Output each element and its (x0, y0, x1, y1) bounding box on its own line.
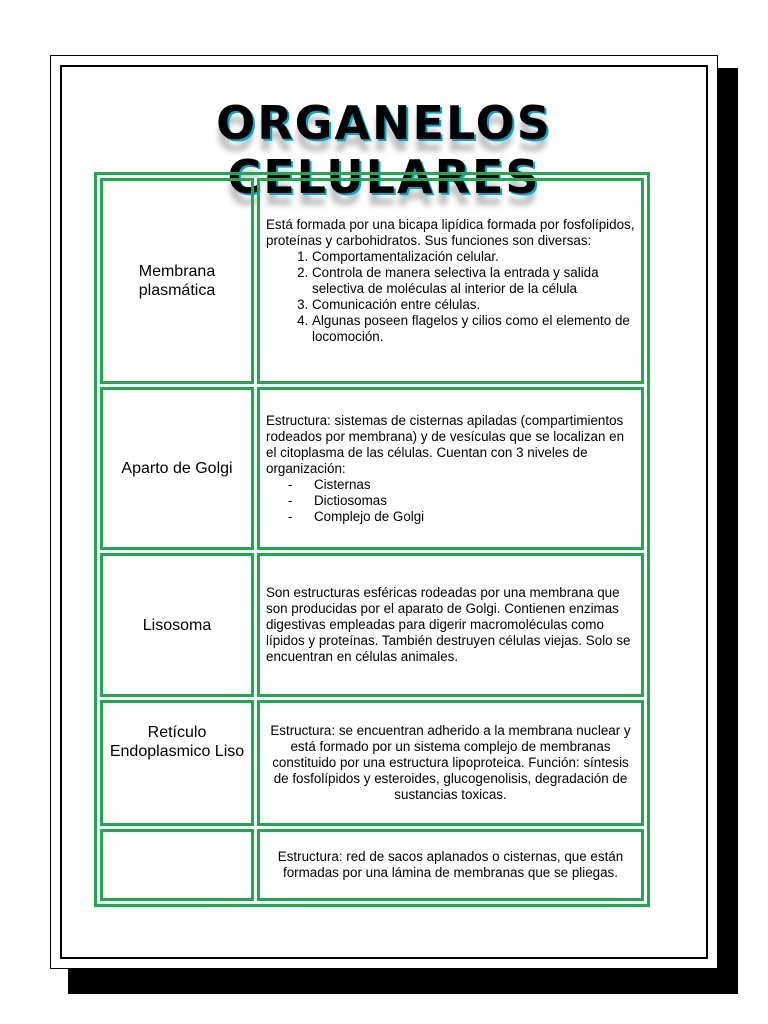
table-row (100, 553, 644, 697)
organelle-name (100, 829, 254, 901)
document-page (50, 55, 718, 969)
organelle-description: Estructura: red de sacos aplanados o cisternas, que están formadas por una lámina de membranas que se pliegas. (257, 829, 644, 901)
list-item: 1. Comportamentalización celular. (312, 249, 635, 265)
organelle-description (257, 178, 644, 384)
table-row (100, 178, 644, 384)
list-item: 4. Algunas poseen flagelos y cilios como el elemento de locomoción. (312, 313, 635, 345)
description-intro: Está formada por una bicapa lipídica formada por fosfolípidos, proteínas y carbohidratos. Sus funciones son diversas: (266, 217, 635, 248)
description-intro: Estructura: sistemas de cisternas apiladas (compartimientos rodeados por membrana) y de vesículas que se localizan en el citoplasma de las células. Cuentan con 3 niveles de organización: (266, 412, 625, 476)
levels-list (266, 477, 635, 525)
organelles-table (94, 172, 650, 907)
table-row (100, 387, 644, 550)
list-item: - Complejo de Golgi (288, 509, 635, 525)
organelle-description: Estructura: se encuentran adherido a la membrana nuclear y está formado por un sistema complejo de membranas constituido por una estructura lipoproteica. Función: síntesis de fosfolípidos y esteroides, glucogenolisis, degradación de sustancias toxicas. (257, 700, 644, 826)
list-item: 3. Comunicación entre células. (312, 297, 635, 313)
organelle-description (257, 387, 644, 550)
page-title: ORGANELOS CELULARES (216, 96, 552, 204)
organelle-name: Lisosoma (100, 553, 254, 697)
list-item: - Cisternas (288, 477, 635, 493)
organelle-name: Aparto de Golgi (100, 387, 254, 550)
organelle-description: Son estructuras esféricas rodeadas por una membrana que son producidas por el aparato de Golgi. Contienen enzimas digestivas empleadas para digerir macromoléculas como lípidos y proteínas. También destruyen células viejas. Solo se encuentran en células animales. (257, 553, 644, 697)
organelle-name: Retículo Endoplasmico Liso (100, 700, 254, 826)
list-item: 2. Controla de manera selectiva la entrada y salida selectiva de moléculas al interior de la célula (312, 265, 635, 297)
table-row (100, 829, 644, 901)
table-row (100, 700, 644, 826)
list-item: - Dictiosomas (288, 493, 635, 509)
organelle-name: Membrana plasmática (100, 178, 254, 384)
function-list (266, 249, 635, 345)
